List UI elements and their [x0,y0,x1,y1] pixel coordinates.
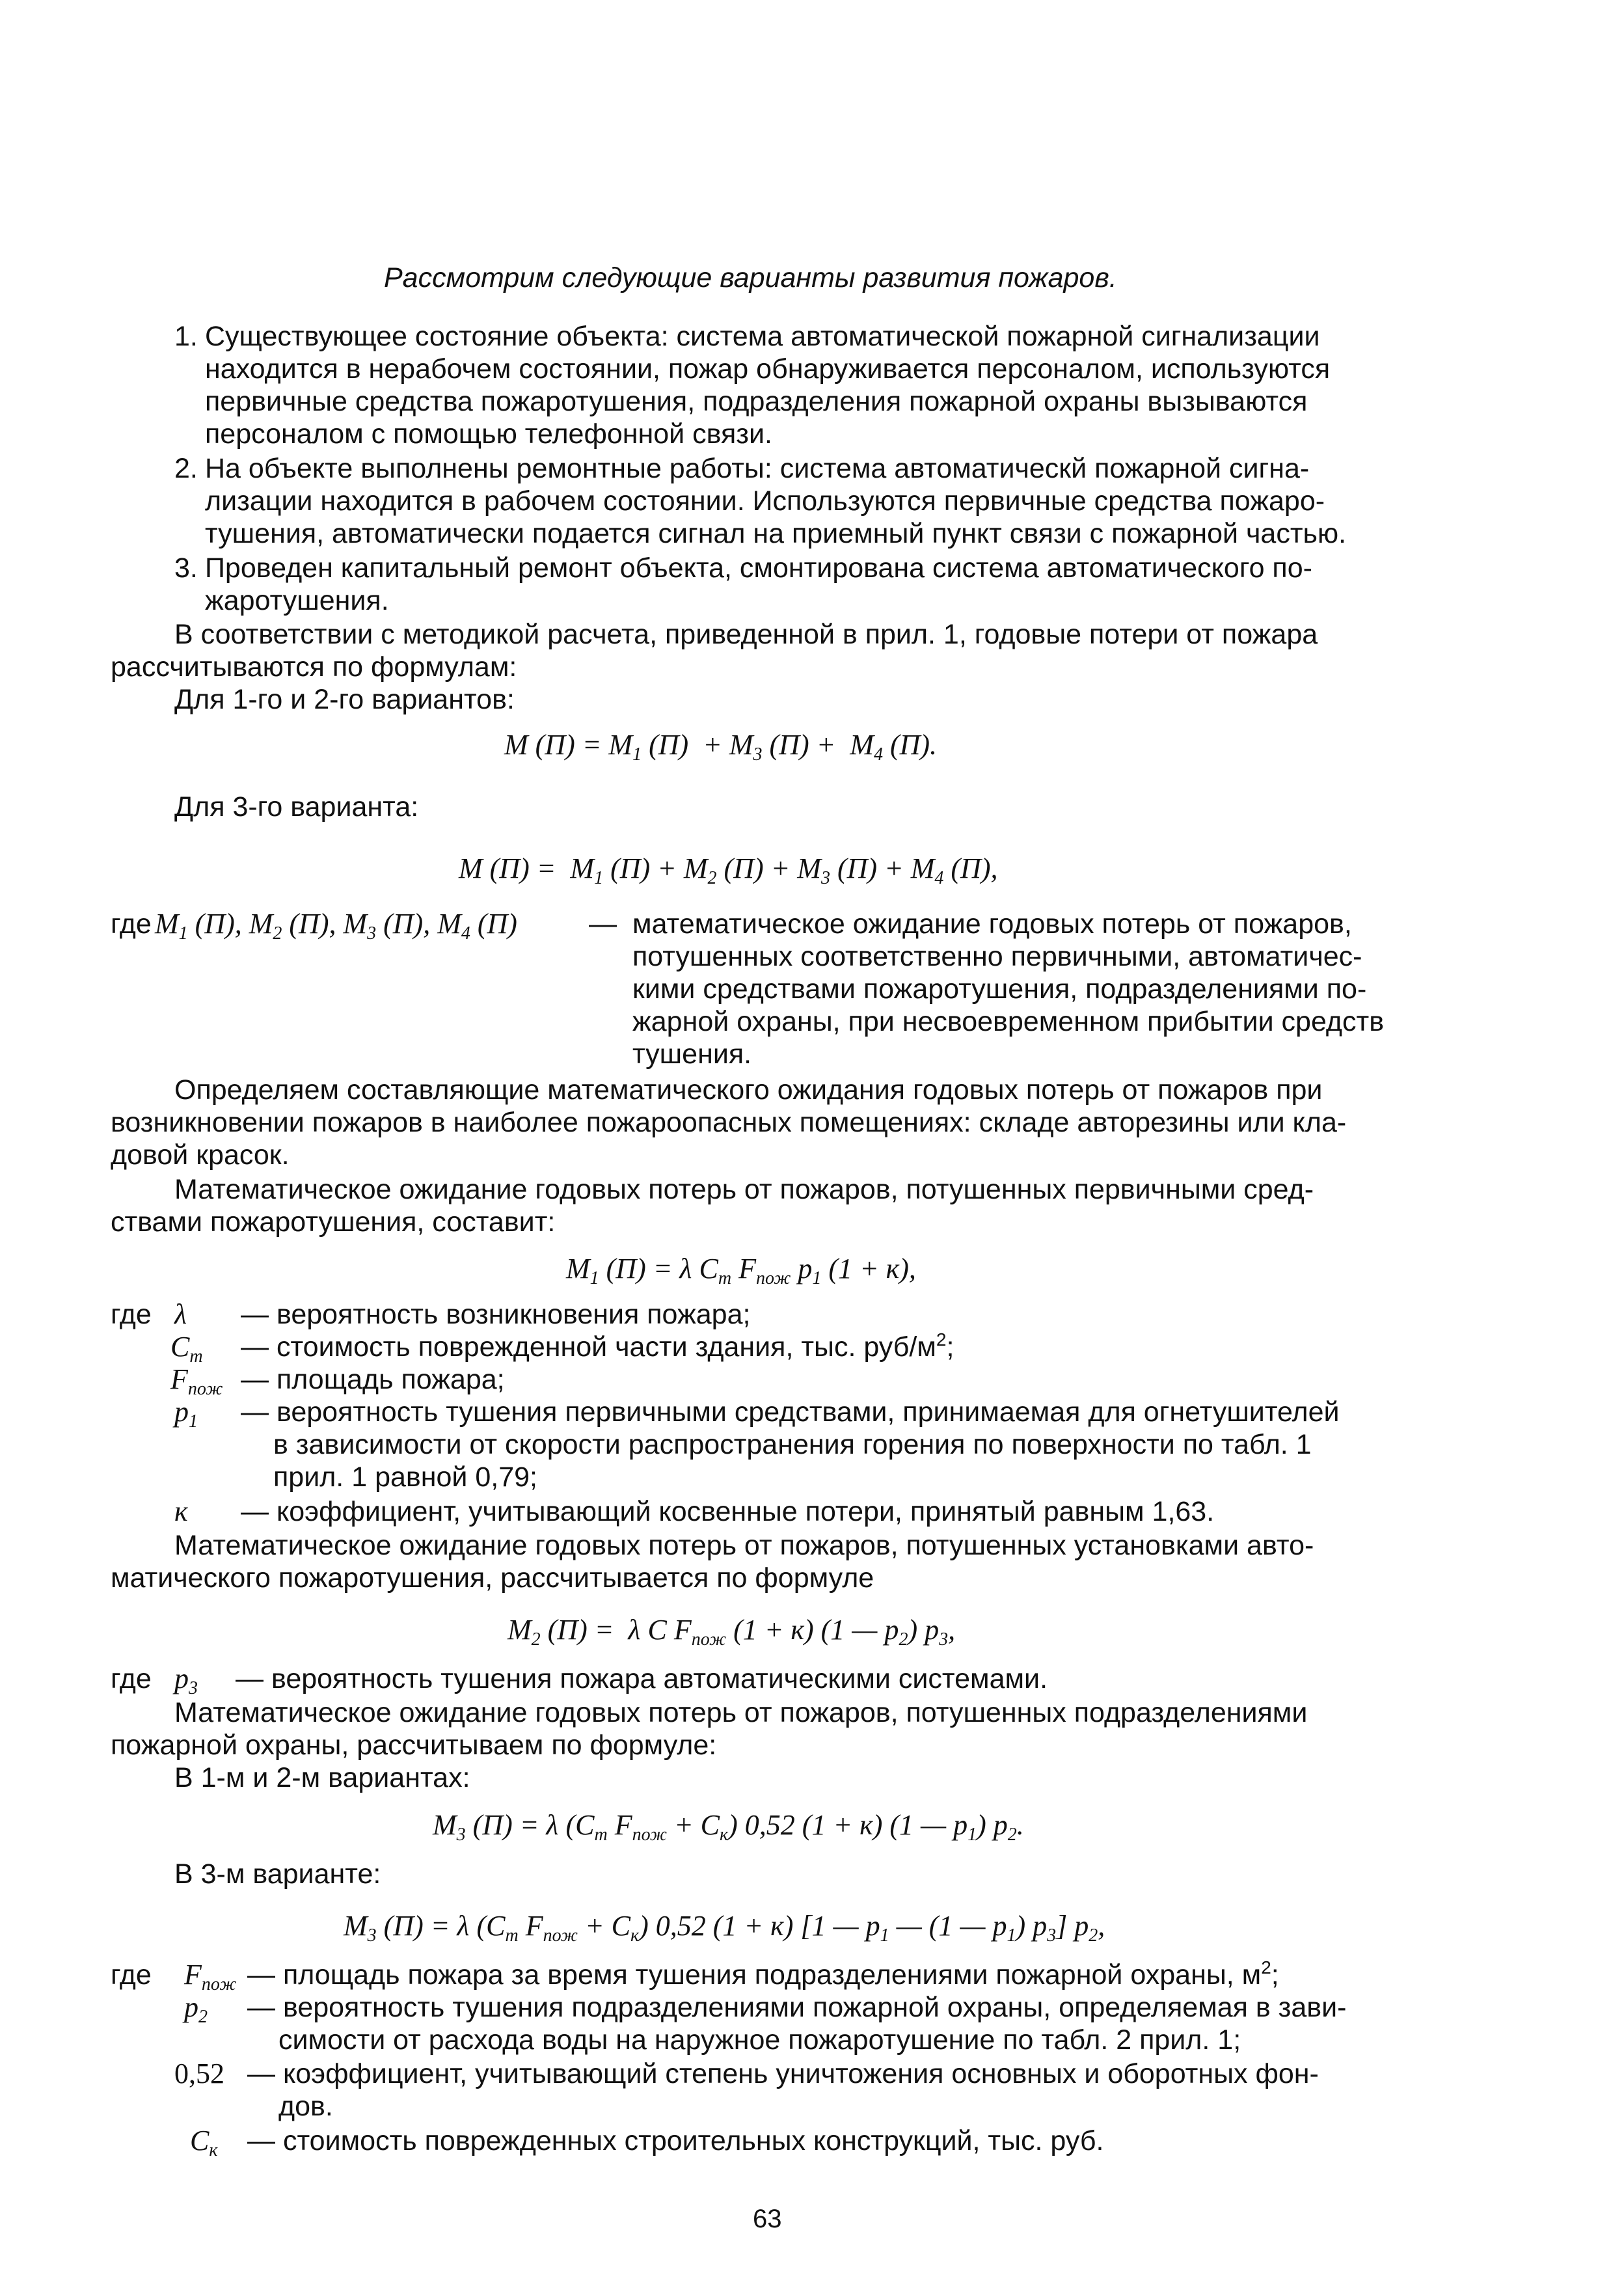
where-label: где [111,1663,152,1694]
def-ct-sup: 2 [936,1329,947,1350]
subheading-variants-1-2: Для 1-го и 2-го вариантов: [174,684,515,715]
def-fpozh: — площадь пожара; [241,1364,505,1395]
where-line: жарной охраны, при несвоевременном прибытии средств [632,1006,1385,1037]
def-p1-line: прил. 1 равной 0,79; [273,1461,538,1493]
paragraph-line: пожарной охраны, рассчитываем по формуле: [111,1730,717,1761]
def-fpozh-2: — площадь пожара за время тушения подразделениями пожарной охраны, $м^2$; [247,1957,1279,1991]
def-fpozh-text: площадь пожара; [276,1364,505,1395]
variant-1-number: 1. [174,321,198,352]
def-coef: — коэффициент, учитывающий степень уничтожения основных и оборотных фон- [247,2058,1319,2089]
variant-2-line: лизации находится в рабочем состоянии. Используются первичные средства пожаро- [205,485,1325,517]
where-line: кими средствами пожаротушения, подразделениями по- [632,973,1367,1005]
def-coef-line: дов. [278,2091,333,2122]
variant-3-line: жаротушения. [205,585,389,616]
formula-m3-v12: $M_3$ (П) = λ ($C_т$ $F_{пож} + C_к$) 0,52 (1 + к) (1 — $p_1$) $p_2$. [433,1809,1024,1845]
formula-total-losses-v3: M $(П) = M_1$ $(П) + M_2$ $(П) + M_3$ $(П) + M_4$ (П), [459,852,998,888]
variant-2-line: тушения, автоматически подается сигнал на приемный пункт связи с пожарной частью. [205,518,1347,549]
paragraph-line: ствами пожаротушения, составит: [111,1206,556,1238]
symbol-p1: $p_1$ [174,1396,198,1432]
def-ck: — стоимость поврежденных строительных конструкций, тыс. руб. [247,2125,1104,2156]
def-p2-line: симости от расхода воды на наружное пожаротушение по табл. 2 прил. 1; [278,2024,1241,2056]
page-number: 63 [753,2205,782,2233]
dash: — [589,908,617,940]
symbol-fpozh: $F_{пож}$ [170,1363,223,1399]
subheading-variant-3: Для 3-го варианта: [174,791,419,823]
def-fpozh-2-end: ; [1271,1959,1279,1991]
def-lambda-text: вероятность возникновения пожара; [276,1299,751,1330]
paragraph-line: Математическое ожидание годовых потерь от пожаров, потушенных первичными сред- [174,1174,1314,1205]
variant-1-line: находится в нерабочем состоянии, пожар обнаруживается персоналом, используются [205,353,1331,385]
symbol-ct: $C_т$ [170,1331,203,1366]
paragraph-line: матического пожаротушения, рассчитывается по формуле [111,1562,874,1594]
paragraph-line: Определяем составляющие математического ожидания годовых потерь от пожаров при [174,1074,1323,1106]
subheading-variant-3: В 3-м варианте: [174,1858,381,1890]
paragraph-line: возникновении пожаров в наиболее пожароопасных помещениях: складе авторезины или кла- [111,1107,1347,1138]
formula-m3-v3: $M_3$ (П) = λ ($C_т$ $F_{пож} + C_к$) 0,52 (1 + к) [1 — $p_1$ — (1 — $p_1$) $p_3$] $p_2$, [344,1910,1105,1946]
where-line: математическое ожидание годовых потерь от пожаров, [632,908,1352,940]
def-p2-text: вероятность тушения подразделениями пожарной охраны, определяемая в зави- [282,1992,1347,2023]
variant-1-line: Существующее состояние объекта: система автоматической пожарной сигнализации [205,321,1320,352]
formula-total-losses-v12: M $(П) = M_1$ $(П) + M_3$ $(П) + M_4$ (П). [504,729,938,765]
paragraph-line: рассчитываются по формулам: [111,651,517,683]
formula-symbols-m1-m4: $M_1$ (П), $M_2$ (П), $M_3$ (П), $M_4$ (П) [155,908,517,944]
variant-2-line: На объекте выполнены ремонтные работы: система автоматическй пожарной сигна- [205,453,1310,484]
where-label: где [111,1299,152,1330]
symbol-p3: $p_3$ [174,1663,198,1698]
def-k-text: коэффициент, учитывающий косвенные потери, принятый равным 1,63. [276,1496,1215,1527]
symbol-k: к [174,1495,188,1527]
def-p1-text: вероятность тушения первичными средствами, принимаемая для огнетушителей [276,1396,1340,1428]
def-p1-line: в зависимости от скорости распространения горения по поверхности по табл. 1 [273,1429,1312,1460]
where-line: тушения. [632,1039,752,1070]
variant-1-line: персоналом с помощью телефонной связи. [205,418,772,450]
where-line: потушенных соответственно первичными, автоматичес- [632,941,1362,972]
subheading-variants-1-2: В 1-м и 2-м вариантах: [174,1762,470,1793]
paragraph-line: довой красок. [111,1139,290,1171]
symbol-fpozh: $F_{пож}$ [184,1959,237,1994]
variant-3-line: Проведен капитальный ремонт объекта, смонтирована система автоматического по- [205,552,1312,584]
def-ct-end: ; [946,1331,954,1363]
where-label: где [111,908,152,940]
symbol-coef: 0,52 [174,2058,224,2089]
where-label: где [111,1959,152,1991]
def-p3: — вероятность тушения пожара автоматическими системами. [236,1663,1048,1694]
paragraph-line: Математическое ожидание годовых потерь от пожаров, потушенных установками авто- [174,1530,1314,1561]
symbol-p2: $p_2$ [184,1991,208,2027]
symbol-ck: $C_к$ [190,2125,218,2160]
def-coef-text: коэффициент, учитывающий степень уничтожения основных и оборотных фон- [282,2058,1319,2089]
def-fpozh-2-text: площадь пожара за время тушения подразделениями пожарной охраны, м [282,1959,1262,1991]
heading: Рассмотрим следующие варианты развития пожаров. [384,262,1117,293]
def-k: — коэффициент, учитывающий косвенные потери, принятый равным 1,63. [241,1496,1215,1527]
variant-2-number: 2. [174,453,198,484]
paragraph-line: В соответствии с методикой расчета, приведенной в прил. 1, годовые потери от пожара [174,619,1318,650]
paragraph-line: Математическое ожидание годовых потерь от пожаров, потушенных подразделениями [174,1697,1308,1728]
symbol-lambda: λ [174,1298,187,1330]
def-p3-text: вероятность тушения пожара автоматическими системами. [271,1663,1048,1694]
def-fpozh-2-sup: 2 [1261,1957,1271,1978]
variant-1-line: первичные средства пожаротушения, подразделения пожарной охраны вызываются [205,386,1308,417]
def-p1: — вероятность тушения первичными средствами, принимаемая для огнетушителей [241,1396,1340,1428]
def-ct-text: стоимость поврежденной части здания, тыс. руб/м [276,1331,936,1363]
variant-3-number: 3. [174,552,198,584]
def-ck-text: стоимость поврежденных строительных конструкций, тыс. руб. [282,2125,1104,2156]
def-ct: — стоимость поврежденной части здания, тыс. руб/$м^2$; [241,1329,954,1363]
formula-m1: $M_1$ (П) = λ $C_т$ $F_{пож}$ $p_1$ (1 + к), [566,1253,916,1288]
def-lambda: — вероятность возникновения пожара; [241,1299,751,1330]
def-p2: — вероятность тушения подразделениями пожарной охраны, определяемая в зави- [247,1992,1347,2023]
formula-m2: $M_2$ (П) = λ C $F_{пож}$ (1 + к) (1 — $p_2$) $p_3$, [508,1614,956,1650]
